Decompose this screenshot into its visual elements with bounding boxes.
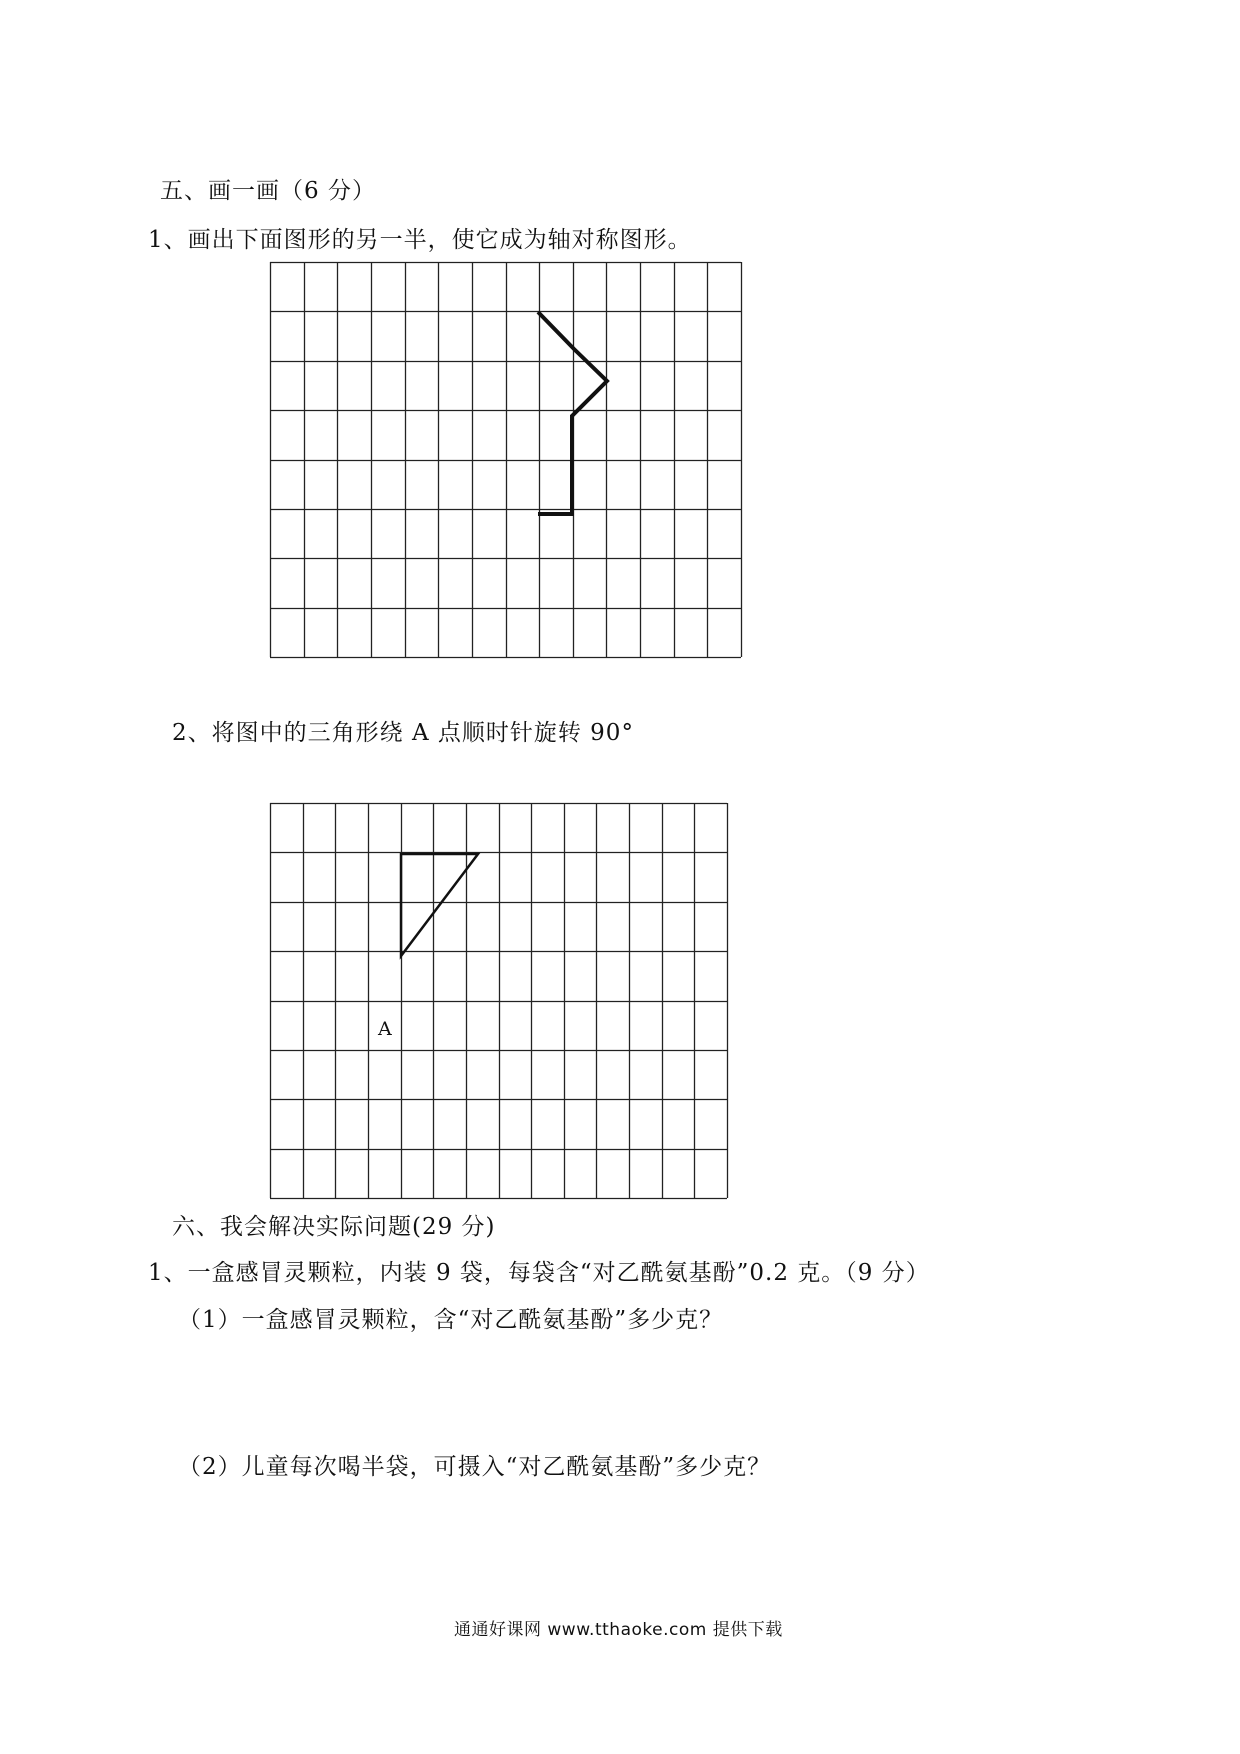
symmetry-grid: [270, 262, 742, 658]
half-figure: [538, 312, 607, 514]
point-a-label: A: [378, 1018, 392, 1040]
problem-1a-text: （1）一盒感冒灵颗粒，含“对乙酰氨基酚”多少克？: [178, 1307, 724, 1333]
problem-1-text: 1、一盒感冒灵颗粒，内装 9 袋，每袋含“对乙酰氨基酚”0.2 克。（9 分）: [148, 1260, 930, 1286]
section-6-heading: 六、我会解决实际问题(29 分): [172, 1214, 496, 1240]
question-1-text: 1、画出下面图形的另一半，使它成为轴对称图形。: [148, 227, 692, 253]
section-5-heading: 五、画一画（6 分）: [160, 178, 376, 204]
question-2-text: 2、将图中的三角形绕 A 点顺时针旋转 90°: [172, 720, 634, 746]
footer-text: 通通好课网 www.tthaoke.com 提供下载: [454, 1620, 783, 1640]
rotation-grid: [270, 803, 728, 1199]
problem-1b-text: （2）儿童每次喝半袋，可摄入“对乙酰氨基酚”多少克？: [178, 1454, 772, 1480]
